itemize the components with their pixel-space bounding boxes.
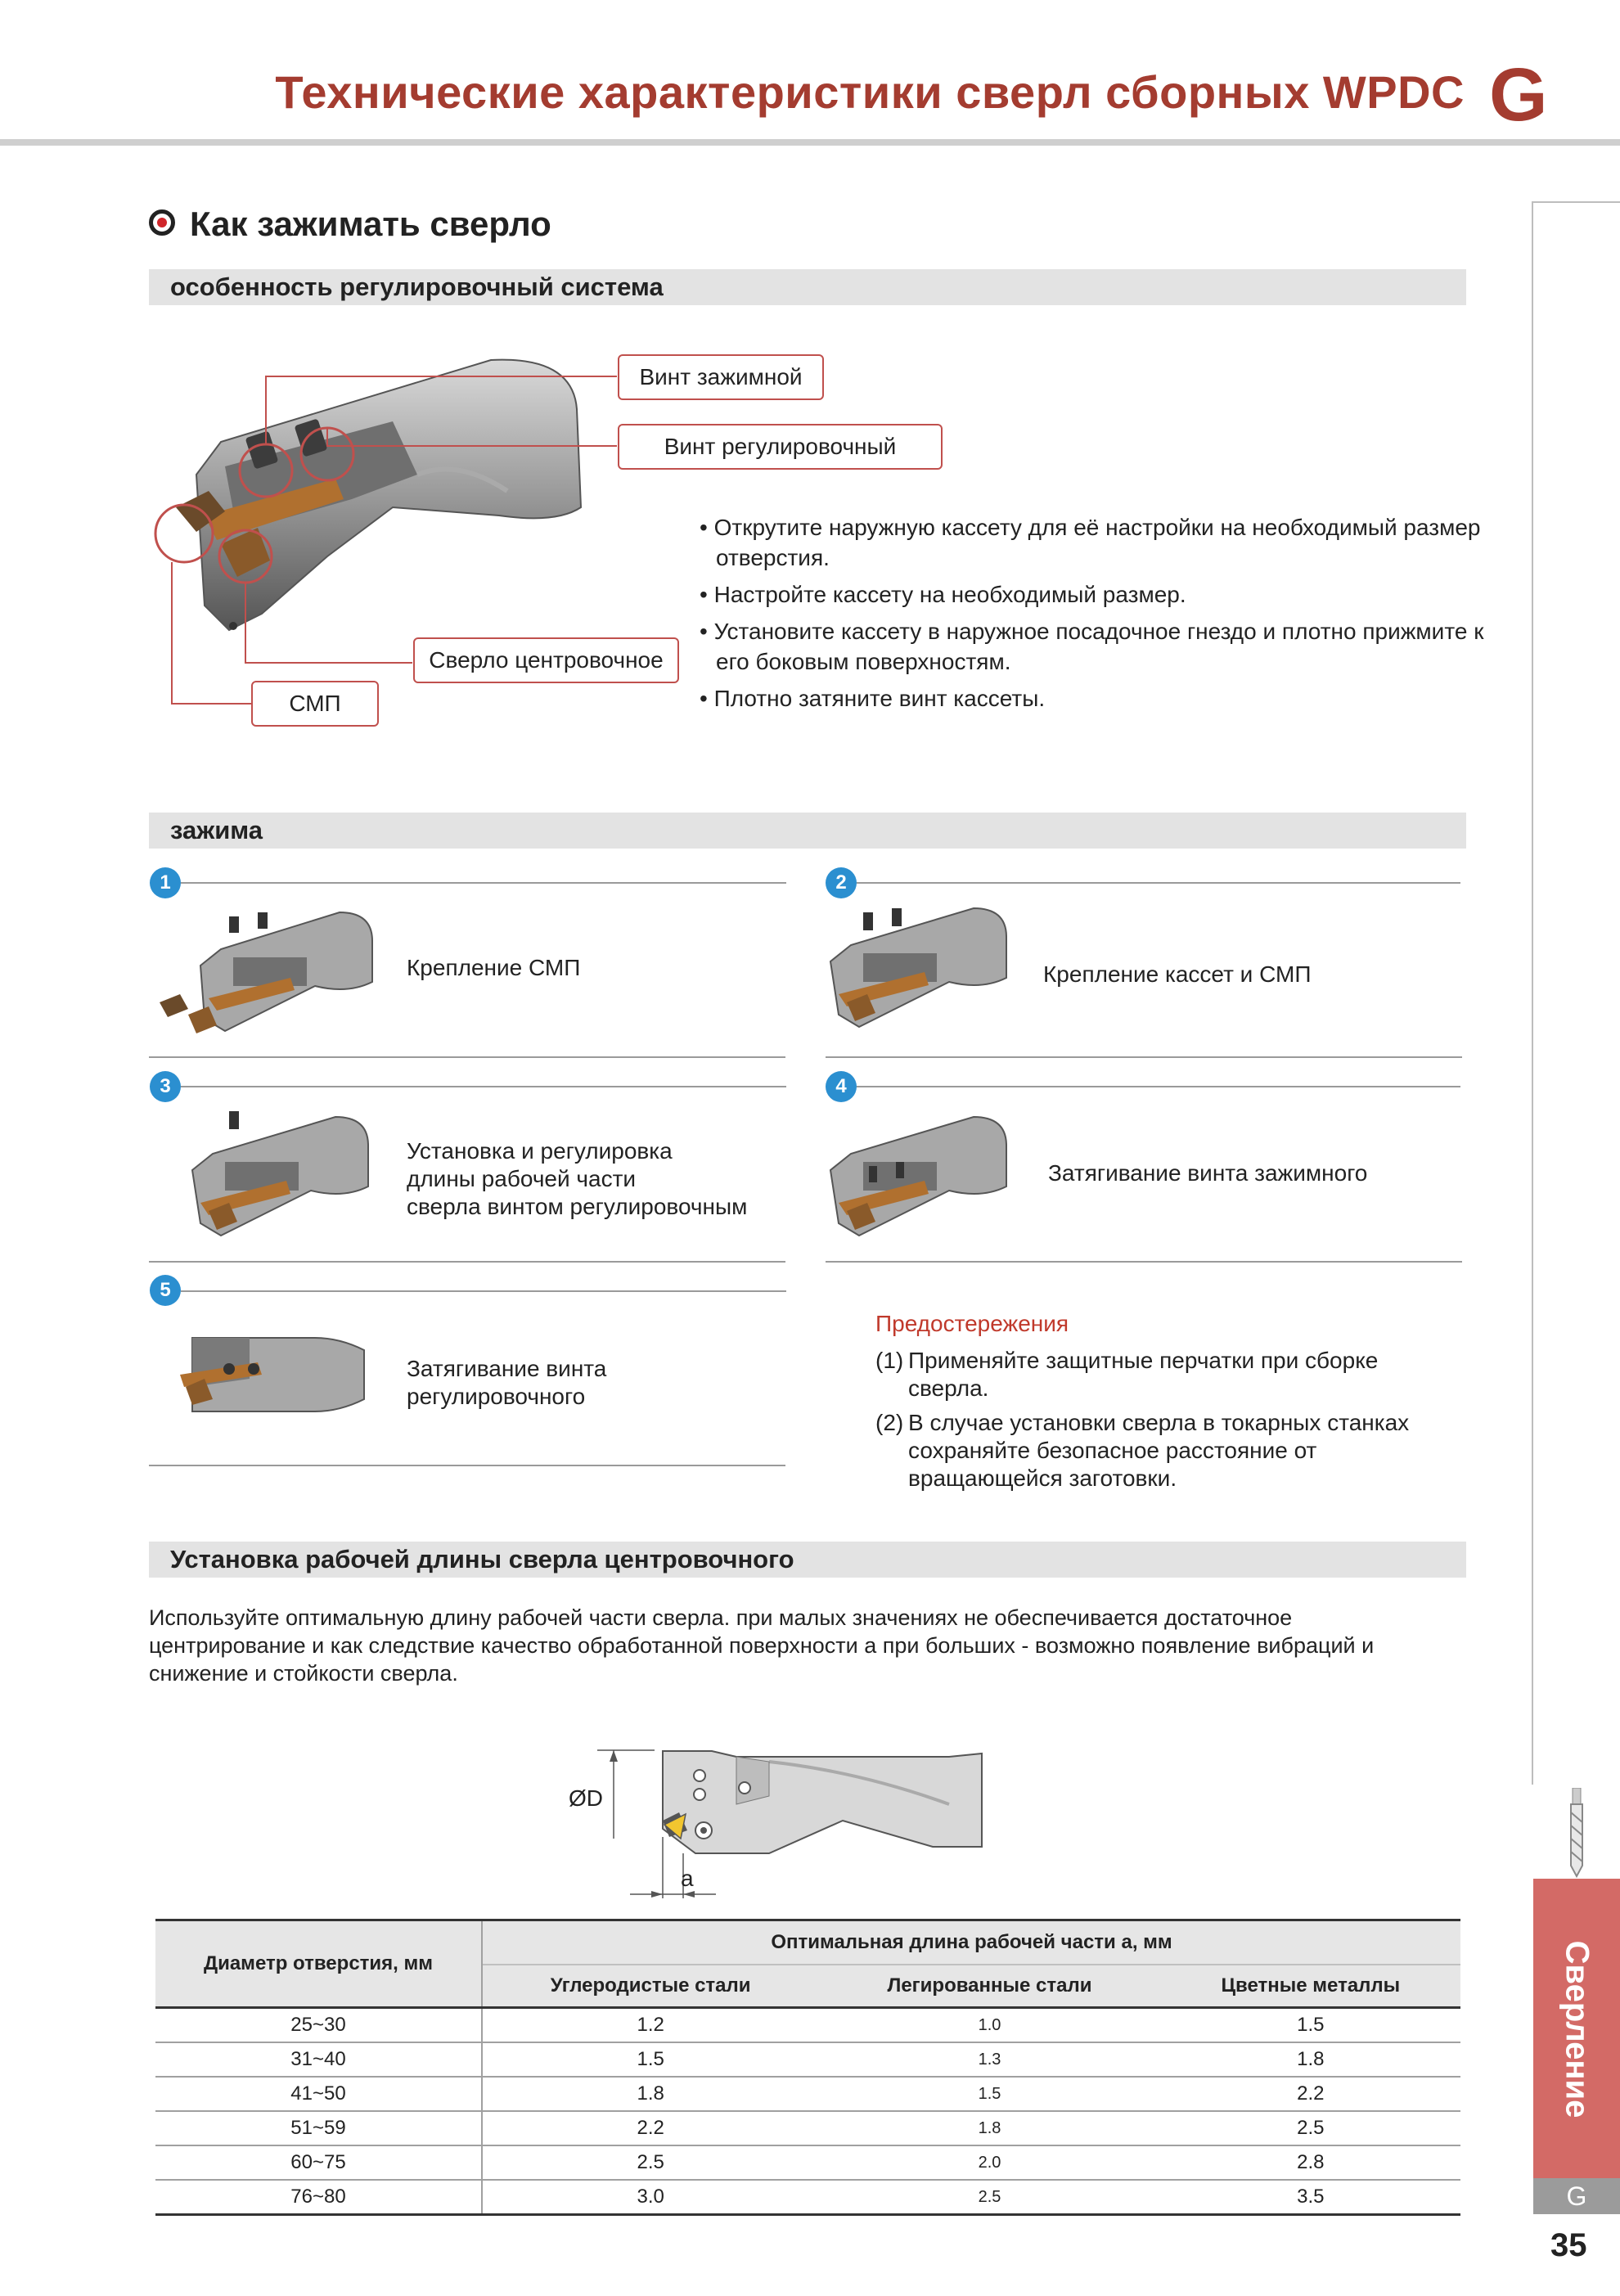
step-divider	[181, 882, 786, 884]
step-divider	[181, 1290, 786, 1292]
main-heading: Как зажимать сверло	[190, 205, 551, 243]
page-number: 35	[1550, 2227, 1587, 2263]
instruction-item: • Установите кассету в наружное посадочное гнездо и плотно прижмите к его боковым поверхностям.	[700, 619, 1484, 674]
callout-clamp-screw: Винт зажимной	[618, 354, 824, 400]
side-tab-label: Сверление	[1559, 1940, 1595, 2118]
col-alloy-steel: Легированные стали	[818, 1965, 1160, 2008]
instruction-item: • Открутите наружную кассету для её настройки на необходимый размер отверстия.	[700, 515, 1481, 570]
step-5-text: Затягивание винта регулировочного	[407, 1356, 607, 1409]
step-4-illustration	[818, 1105, 1023, 1244]
warning-item-2: (2) В случае установки сверла в токарных станках сохраняйте безопасное расстояние от вращающейся заготовки.	[875, 1410, 1410, 1491]
section-bar-working-length: Установка рабочей длины сверла центровочного	[149, 1542, 1466, 1578]
step-number-2: 2	[826, 867, 857, 898]
warnings-title: Предостережения	[875, 1311, 1069, 1336]
diameter-label: ØD	[569, 1785, 603, 1811]
callout-center-drill: Сверло центровочное	[413, 637, 679, 683]
step-1-illustration	[151, 904, 389, 1043]
step-4-text: Затягивание винта зажимного	[1048, 1160, 1368, 1186]
title-rule	[0, 139, 1620, 146]
step-divider	[149, 1465, 785, 1466]
step-3-text: Установка и регулировка длины рабочей части сверла винтом регулировочным	[407, 1138, 748, 1219]
table-row: 76~80 3.0 2.5 3.5	[155, 2180, 1460, 2215]
chapter-letter: G	[1489, 53, 1548, 137]
step-number-1: 1	[150, 867, 181, 898]
table-row: 31~40 1.5 1.3 1.8	[155, 2042, 1460, 2077]
side-tab-letter: G	[1533, 2178, 1620, 2214]
step-1-text: Крепление СМП	[407, 955, 581, 980]
table-row: 25~30 1.2 1.0 1.5	[155, 2008, 1460, 2043]
step-2-text: Крепление кассет и СМП	[1043, 961, 1312, 987]
step-divider	[826, 1056, 1462, 1058]
step-number-5: 5	[150, 1275, 181, 1306]
working-length-table	[155, 1919, 1460, 2216]
instruction-item: • Плотно затяните винт кассеты.	[700, 686, 1046, 711]
step-divider	[149, 1056, 785, 1058]
length-label: a	[681, 1866, 694, 1891]
table-row: 41~50 1.8 1.5 2.2	[155, 2077, 1460, 2111]
side-tab-frame	[1532, 201, 1620, 1785]
step-divider	[149, 1261, 785, 1263]
table-row: 51~59 2.2 1.8 2.5	[155, 2111, 1460, 2145]
step-divider	[826, 1261, 1462, 1263]
table-row: 60~75 2.5 2.0 2.8	[155, 2145, 1460, 2180]
col-nonferrous: Цветные металлы	[1161, 1965, 1460, 2008]
adjustment-instructions	[700, 512, 1518, 720]
step-2-illustration	[818, 900, 1023, 1039]
callout-insert: СМП	[251, 681, 379, 727]
working-length-paragraph: Используйте оптимальную длину рабочей части сверла. при малых значениях не обеспечивается достаточное центрирование и как следствие качество обработанной поверхности а при больших - возможно появление вибраций и снижение и стойкости сверла.	[149, 1605, 1375, 1686]
step-divider	[857, 1086, 1460, 1087]
step-number-4: 4	[826, 1071, 857, 1102]
step-number-3: 3	[150, 1071, 181, 1102]
step-5-illustration	[176, 1330, 372, 1420]
section-bar-adjust-system: особенность регулировочный система	[149, 269, 1466, 305]
callout-adjust-screw: Винт регулировочный	[618, 424, 943, 470]
page-title: Технические характеристики сверл сборных WPDC	[275, 66, 1465, 118]
step-divider	[181, 1086, 786, 1087]
col-carbon-steel: Углеродистые стали	[482, 1965, 818, 2008]
instruction-item: • Настройте кассету на необходимый размер.	[700, 582, 1186, 607]
target-bullet-icon	[149, 209, 175, 236]
drill-bit-icon	[1553, 1788, 1602, 1878]
step-3-illustration	[180, 1105, 385, 1244]
col-hole-diameter: Диаметр отверстия, мм	[155, 1920, 482, 2008]
group-header: Оптимальная длина рабочей части a, мм	[482, 1920, 1460, 1965]
step-divider	[857, 882, 1460, 884]
section-bar-clamping: зажима	[149, 813, 1466, 849]
warning-item-1: (1) Применяйте защитные перчатки при сборке сверла.	[875, 1348, 1379, 1401]
working-length-diagram	[573, 1739, 990, 1902]
